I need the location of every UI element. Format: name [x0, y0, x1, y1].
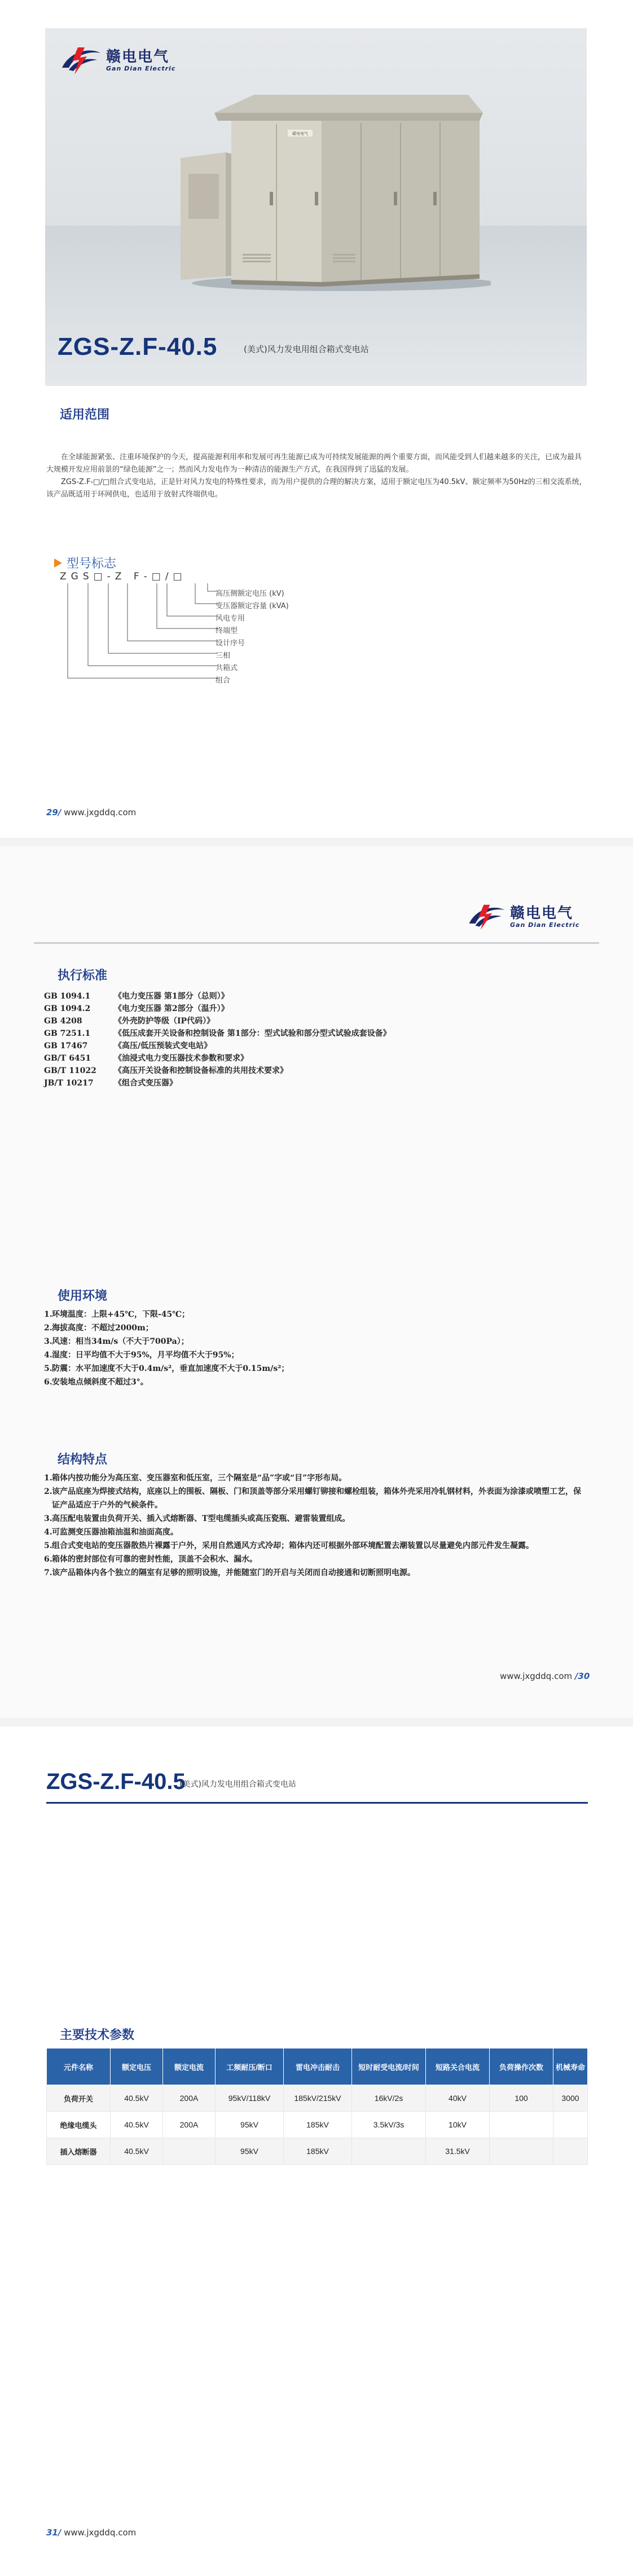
- page-url[interactable]: www.jxgddq.com: [64, 2527, 137, 2538]
- brand-name-cn: 赣电电气: [106, 48, 170, 65]
- standard-item: GB 1094.1 《电力变压器 第1部分（总则）》: [44, 992, 229, 1001]
- page-footer: 31/ www.jxgddq.com: [46, 2527, 137, 2538]
- model-label: 风电专用: [216, 614, 245, 623]
- standard-item: GB 7251.1 《低压成套开关设备和控制设备 第1部分：型式试验和部分型式试验成套设备》: [44, 1029, 391, 1038]
- model-label: 终端型: [216, 627, 238, 635]
- table-row: 负荷开关 40.5kV 200A 95kV/118kV 185kV/215kV 16kV/2s 40kV 100 3000: [47, 2085, 588, 2112]
- scope-title: 适用范围: [60, 408, 110, 422]
- brand-name-en: Gan Dian Electric: [510, 921, 580, 929]
- list-item: 2. 海拔高度：不超过2000m；: [44, 1324, 153, 1333]
- brand-name-en: Gan Dian Electric: [106, 64, 176, 72]
- column-header: 雷电冲击耐击: [284, 2049, 352, 2085]
- substation-cabinet-image: [175, 90, 491, 293]
- product-subtitle: (美式)风力发电用组合箱式变电站: [244, 344, 369, 354]
- scope-paragraph: 在全球能源紧张、注重环境保护的今天，提高能源利用率和发展可再生能源已成为可持续发展能源的两个重要方面，而风能受到人们越来越多的关注，已成为最具大规模开发应用前景的“绿色能源”之一；然而风力发电作为一种清洁的能源生产方式，在我国得到了迅猛的发展。: [46, 453, 582, 474]
- page-url[interactable]: www.jxgddq.com: [64, 807, 137, 817]
- column-header: 工频耐压/断口: [216, 2049, 284, 2085]
- triangle-arrow-icon: [54, 559, 62, 568]
- standard-item: JB/T 10217 《组合式变压器》: [44, 1079, 177, 1088]
- standards-list: [44, 990, 391, 1089]
- standard-item: GB 1094.2 《电力变压器 第2部分（温升）》: [44, 1004, 229, 1013]
- table-row: 绝缘电缆头 40.5kV 200A 95kV 185kV 3.5kV/3s 10kV: [47, 2112, 588, 2138]
- list-item: 6. 安装地点倾斜度不超过3°。: [44, 1378, 148, 1387]
- model-title: [54, 554, 116, 572]
- model-code-diagram: [60, 581, 218, 716]
- list-item: 3. 高压配电装置由负荷开关、插入式熔断器、T型电缆插头或高压瓷瓶、避雷装置组成。: [44, 1514, 350, 1523]
- model-label: 变压器额定容量 (kVA): [216, 602, 289, 610]
- page-31: [0, 1726, 633, 2576]
- params-title: 主要技术参数: [60, 2028, 135, 2042]
- page-number: 29: [46, 807, 58, 817]
- page-footer: www.jxgddq.com /30: [500, 1671, 590, 1681]
- page-number: 30: [578, 1671, 590, 1681]
- model-label: 组合: [216, 676, 231, 685]
- column-header: 短时耐受电流/时间: [352, 2049, 426, 2085]
- standards-title: 执行标准: [58, 969, 108, 983]
- column-header: 额定电流: [163, 2049, 216, 2085]
- standard-item: GB/T 11022 《高压开关设备和控制设备标准的共用技术要求》: [44, 1066, 288, 1075]
- page-footer: 29/ www.jxgddq.com: [46, 807, 137, 817]
- scope-body: [46, 451, 588, 501]
- column-header: 短路关合电流: [426, 2049, 490, 2085]
- cabinet-nameplate: 赣电电气: [292, 131, 308, 136]
- page-number: 31: [46, 2527, 58, 2538]
- brand-name-cn: 赣电电气: [510, 904, 574, 922]
- environment-list: [44, 1308, 586, 1389]
- header-rule: [34, 942, 599, 944]
- column-header: 负荷操作次数: [490, 2049, 553, 2085]
- standard-item: GB/T 6451 《油浸式电力变压器技术参数和要求》: [44, 1054, 248, 1063]
- lightning-logo-icon: [466, 903, 507, 931]
- brand-logo: [466, 903, 579, 931]
- structure-list: [44, 1471, 586, 1580]
- page-url[interactable]: www.jxgddq.com: [500, 1671, 573, 1681]
- product-subtitle: (美式)风力发电用组合箱式变电站: [179, 1780, 296, 1789]
- spec-table: [46, 2048, 588, 2165]
- product-title: ZGS-Z.F-40.5: [46, 1769, 186, 1794]
- brand-logo: [59, 45, 175, 76]
- column-header: 额定电压: [111, 2049, 163, 2085]
- model-code: ZGS□-Z F-□/□: [60, 571, 187, 582]
- structure-title: 结构特点: [58, 1453, 108, 1467]
- scope-paragraph: ZGS-Z.F-□/□组合式变电站，正是针对风力发电的特殊性要求，而为用户提供的合理的解决方案，适用于额定电压为40.5kV、额定频率为50Hz的三相交流系统，该产品既适用于环网供电，也适用于放射式终端供电。: [46, 478, 587, 499]
- standard-item: GB 17467 《高压/低压预装式变电站》: [44, 1041, 212, 1050]
- product-title: ZGS-Z.F-40.5: [58, 333, 218, 361]
- list-item: 4. 湿度：日平均值不大于95%，月平均值不大于95%；: [44, 1351, 239, 1360]
- model-label: 高压侧额定电压 (kV): [216, 590, 284, 598]
- lightning-logo-icon: [59, 45, 103, 76]
- page-29: [0, 0, 633, 846]
- model-title-text: 型号标志: [67, 557, 117, 571]
- list-item: 1. 箱体内按功能分为高压室、变压器室和低压室，三个隔室是“品”字或“目”字形布局。: [44, 1474, 347, 1483]
- environment-title: 使用环境: [58, 1289, 108, 1303]
- list-item: 6. 箱体的密封部位有可靠的密封性能，顶盖不会积水、漏水。: [44, 1555, 257, 1564]
- title-rule: [46, 1802, 588, 1804]
- model-label: 三相: [216, 652, 231, 660]
- list-item: 4. 可监测变压器油箱油温和油面高度。: [44, 1528, 178, 1537]
- page-30: [0, 846, 633, 1726]
- standard-item: GB 4208 《外壳防护等级（IP代码）》: [44, 1017, 215, 1026]
- list-item: 1. 环境温度：上限+45℃，下限-45℃；: [44, 1310, 190, 1319]
- list-item: 5. 组合式变电站的变压器散热片裸露于户外，采用自然通风方式冷却；箱体内还可根据外部环境配置去潮装置以尽量避免内部元件发生凝露。: [44, 1541, 534, 1550]
- model-label: 设计序号: [216, 639, 245, 648]
- list-item: 3. 风速：相当34m/s（不大于700Pa）；: [44, 1337, 189, 1346]
- list-item: 5. 防震：水平加速度不大于0.4m/s²，垂直加速度不大于0.15m/s²；: [44, 1364, 289, 1373]
- column-header: 元件名称: [47, 2049, 111, 2085]
- hero-banner: [45, 28, 587, 386]
- table-row: 插入熔断器 40.5kV 95kV 185kV 31.5kV: [47, 2138, 588, 2165]
- table-header-row: [47, 2049, 588, 2085]
- model-label: 共箱式: [216, 664, 238, 672]
- list-item: 2. 该产品底座为焊接式结构，底座以上的围板、隔板、门和顶盖等部分采用螺钉铆接和螺栓组装，箱体外壳采用冷轧钢材料，外表面为涂漆或喷塑工艺，保证产品适应于户外的气候条件。: [44, 1487, 581, 1510]
- list-item: 7. 该产品箱体内各个独立的隔室有足够的照明设施，并能随室门的开启与关闭而自动接通和切断照明电源。: [44, 1568, 415, 1577]
- column-header: 机械寿命: [553, 2049, 588, 2085]
